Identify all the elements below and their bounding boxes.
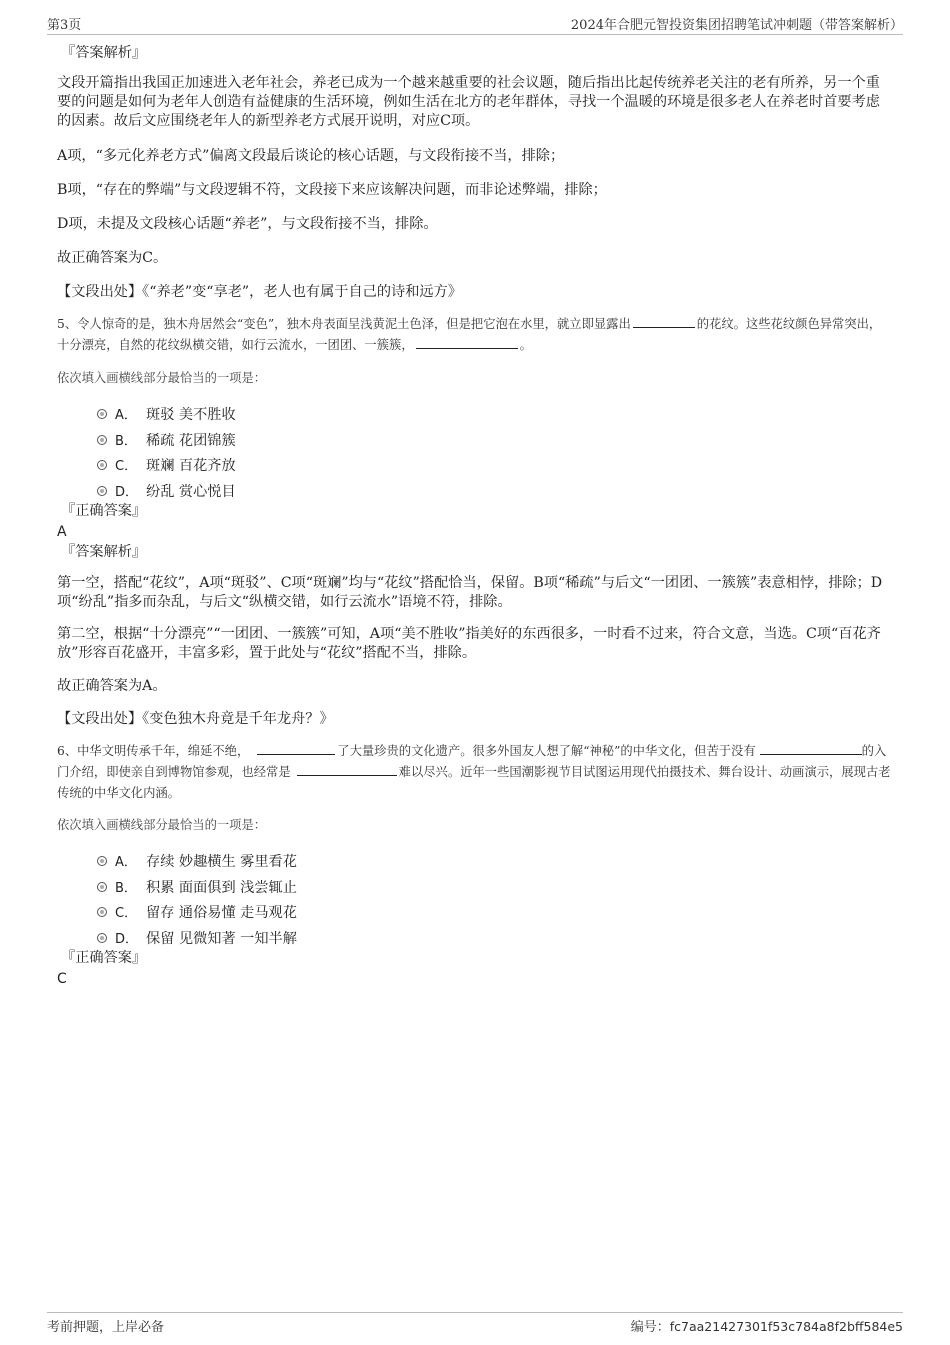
radio-icon[interactable] bbox=[97, 435, 107, 445]
source-citation: 【文段出处】《“养老”变“享老”，老人也有属于自己的诗和远方》 bbox=[57, 284, 462, 300]
question-prompt: 依次填入画横线部分最恰当的一项是： bbox=[57, 818, 267, 832]
analysis-paragraph: D项，未提及文段核心话题“养老”，与文段衔接不当，排除。 bbox=[57, 216, 438, 232]
analysis-paragraph: 第一空，搭配“花纹”，A项“斑驳”、C项“斑斓”均与“花纹”搭配恰当，保留。B项“稀疏”与后文“一团团、一簇簇”表意相悖，排除；D项“纷乱”指多而杂乱，与后文“纵横交错，如行云流水”语境不符，排除。 bbox=[57, 575, 883, 610]
analysis-label: 『答案解析』 bbox=[61, 544, 147, 560]
radio-icon[interactable] bbox=[97, 460, 107, 470]
radio-icon[interactable] bbox=[97, 486, 107, 496]
conclusion: 故正确答案为C。 bbox=[57, 250, 168, 266]
option-b[interactable]: B． 积累 面面俱到 浅尝辄止 bbox=[57, 877, 893, 903]
page-number: 第3页 bbox=[47, 18, 82, 33]
document-title: 2024年合肥元智投资集团招聘笔试冲刺题（带答案解析） bbox=[570, 18, 903, 33]
correct-answer-label: 『正确答案』 bbox=[61, 503, 147, 519]
option-c[interactable]: C． 留存 通俗易懂 走马观花 bbox=[57, 902, 893, 928]
fill-blank bbox=[633, 315, 695, 328]
radio-icon[interactable] bbox=[97, 907, 107, 917]
option-a[interactable]: A． 斑驳 美不胜收 bbox=[57, 404, 893, 430]
options-list bbox=[57, 851, 893, 953]
option-b[interactable]: B． 稀疏 花团锦簇 bbox=[57, 430, 893, 456]
source-citation: 【文段出处】《变色独木舟竟是千年龙舟？》 bbox=[57, 711, 334, 727]
footer-slogan: 考前押题，上岸必备 bbox=[47, 1320, 165, 1335]
radio-icon[interactable] bbox=[97, 882, 107, 892]
fill-blank bbox=[416, 336, 518, 349]
correct-answer-label: 『正确答案』 bbox=[61, 950, 147, 966]
question-6-text: 6、中华文明传承千年，绵延不绝， 了大量珍贵的文化遗产。很多外国友人想了解“神秘”的中华文化，但苦于没有 的入门介绍，即使亲自到博物馆参观，也经常是 难以尽兴。近年一些国潮影视节目试图运用现代拍摄技术、舞台设计、动画演示，展现古老传统的中华文化内涵。 bbox=[57, 744, 891, 800]
radio-icon[interactable] bbox=[97, 409, 107, 419]
correct-answer: C bbox=[57, 971, 67, 987]
option-d[interactable]: D． 纷乱 赏心悦目 bbox=[57, 481, 893, 507]
option-a[interactable]: A． 存续 妙趣横生 雾里看花 bbox=[57, 851, 893, 877]
question-prompt: 依次填入画横线部分最恰当的一项是： bbox=[57, 371, 267, 385]
page-header bbox=[47, 14, 903, 35]
analysis-paragraph: B项，“存在的弊端”与文段逻辑不符，文段接下来应该解决问题，而非论述弊端，排除； bbox=[57, 182, 607, 198]
fill-blank bbox=[257, 742, 335, 755]
radio-icon[interactable] bbox=[97, 856, 107, 866]
fill-blank bbox=[760, 742, 862, 755]
options-list bbox=[57, 404, 893, 506]
analysis-label: 『答案解析』 bbox=[61, 45, 147, 61]
page-footer bbox=[47, 1312, 903, 1335]
option-c[interactable]: C． 斑斓 百花齐放 bbox=[57, 455, 893, 481]
fill-blank bbox=[297, 763, 397, 776]
analysis-paragraph: 文段开篇指出我国正加速进入老年社会，养老已成为一个越来越重要的社会议题，随后指出比起传统养老关注的老有所养，另一个重要的问题是如何为老年人创造有益健康的生活环境，例如生活在北方的老年群体，寻找一个温暖的环境是很多老人在养老时首要考虑的因素。故后文应围绕老年人的新型养老方式展开说明，对应C项。 bbox=[57, 75, 880, 129]
conclusion: 故正确答案为A。 bbox=[57, 678, 167, 694]
page-content bbox=[57, 44, 893, 988]
correct-answer: A bbox=[57, 524, 67, 540]
radio-icon[interactable] bbox=[97, 933, 107, 943]
analysis-paragraph: 第二空，根据“十分漂亮”“一团团、一簇簇”可知，A项“美不胜收”指美好的东西很多，一时看不过来，符合文意，当选。C项“百花齐放”形容百花盛开，丰富多彩，置于此处与“花纹”搭配不当，排除。 bbox=[57, 626, 881, 661]
document-code: 编号：fc7aa21427301f53c784a8f2bff584e5 bbox=[630, 1319, 903, 1335]
option-d[interactable]: D． 保留 见微知著 一知半解 bbox=[57, 928, 893, 954]
question-5-text: 5、令人惊奇的是，独木舟居然会“变色”，独木舟表面呈浅黄泥土色泽，但是把它泡在水里，就立即显露出 的花纹。这些花纹颜色异常突出，十分漂亮，自然的花纹纵横交错，如行云流水，一团团、一簇簇， 。 bbox=[57, 317, 882, 352]
analysis-paragraph: A项，“多元化养老方式”偏离文段最后谈论的核心话题，与文段衔接不当，排除； bbox=[57, 148, 565, 164]
